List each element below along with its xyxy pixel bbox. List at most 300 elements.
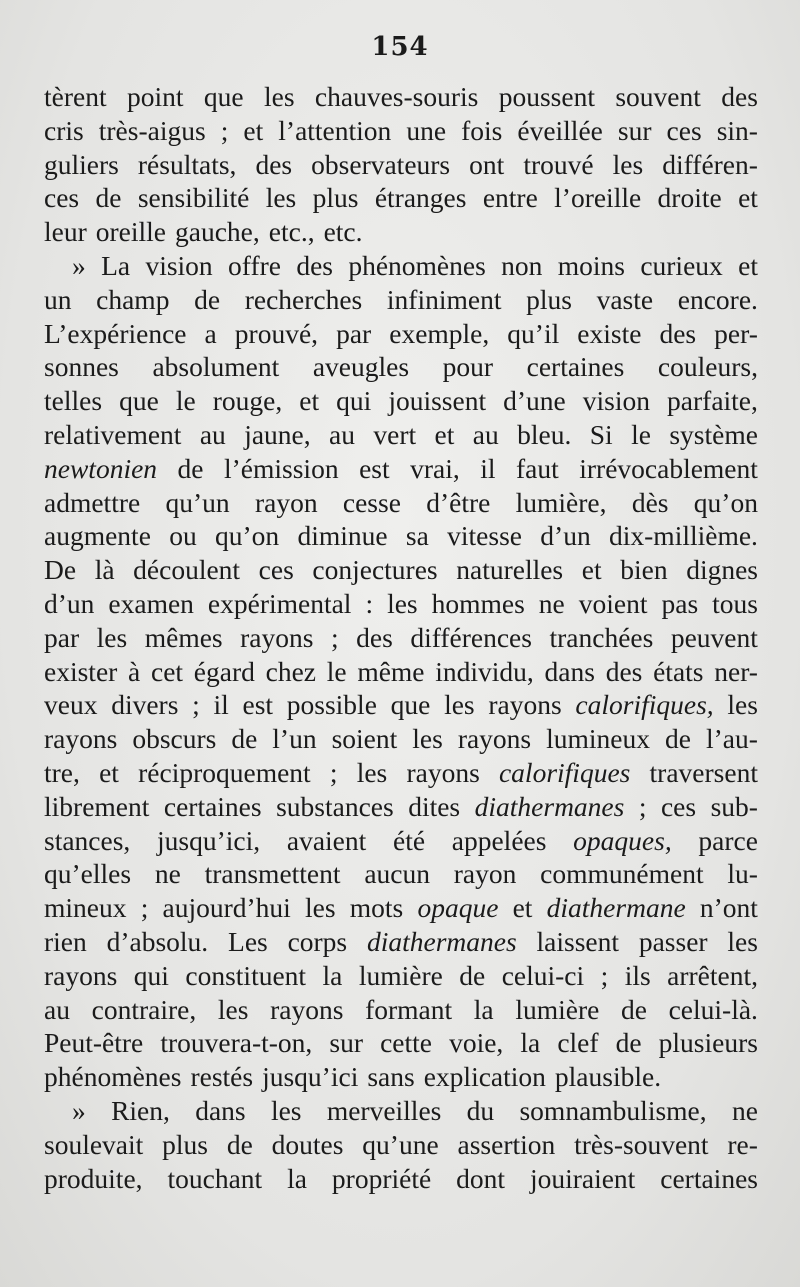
word: bleu. [517, 418, 572, 450]
word: des [659, 317, 697, 349]
word: jouiraient [529, 1162, 636, 1194]
word: guliers [44, 148, 119, 180]
word: substances [276, 790, 394, 822]
word: corps [287, 925, 348, 957]
word: dites [408, 790, 461, 822]
word: plus [526, 283, 572, 315]
word: rayon [254, 486, 318, 518]
word: résultats, [137, 148, 237, 180]
word: éveillée [517, 114, 603, 146]
word: diathermane [546, 892, 686, 924]
word: arrêtent, [667, 959, 758, 991]
word: champ [96, 283, 170, 315]
word: parce [698, 824, 758, 856]
word: ne [538, 587, 565, 619]
word: ces [660, 790, 697, 822]
word: somnambulisme, [519, 1094, 707, 1126]
word: réciproquement [138, 756, 311, 788]
word: rayons [457, 723, 532, 755]
word: newtonien [44, 452, 158, 484]
word: ces [666, 114, 702, 146]
word: gauche, [175, 216, 260, 248]
word: opaque [417, 892, 499, 924]
word: l’oreille [554, 182, 642, 214]
word: moins [557, 249, 625, 281]
word: des [255, 148, 293, 180]
text-line [44, 486, 758, 520]
word: rayons [406, 756, 480, 788]
word: les [263, 81, 295, 112]
text-line [44, 1128, 758, 1162]
word: les [727, 689, 758, 721]
word: exister [44, 655, 118, 687]
word: plus [312, 182, 359, 214]
text-line [44, 722, 758, 756]
word: encore. [677, 283, 758, 315]
text-line [44, 181, 758, 215]
word: offre [228, 249, 281, 281]
word: souvent [615, 81, 701, 112]
word: lumière [515, 993, 600, 1025]
text-line [44, 384, 758, 418]
word: au [199, 418, 226, 450]
word: certaines [163, 790, 262, 822]
word: etc. [323, 216, 363, 248]
word: vision [582, 385, 651, 417]
word: passer [638, 925, 708, 957]
text-line [44, 553, 758, 587]
word: ; [192, 689, 200, 721]
word: calorifiques [498, 756, 631, 788]
text-line [44, 80, 758, 114]
word: rayons [488, 689, 562, 721]
word: Si [589, 418, 613, 450]
word: les [387, 587, 418, 619]
word: un [44, 283, 72, 315]
word: égard [193, 655, 255, 687]
word: propriété [331, 1162, 432, 1194]
word: naturelles [456, 554, 564, 586]
word: jusqu’ici [262, 1061, 359, 1093]
word: expérimental [207, 587, 352, 619]
word: opaques, [573, 824, 672, 856]
word: le [175, 385, 196, 417]
word: diathermanes [366, 925, 517, 957]
word: l’émission [223, 452, 339, 484]
word: les [217, 993, 249, 1025]
word: différen- [662, 148, 758, 180]
word: voie, [449, 1027, 504, 1059]
word: Les [228, 925, 268, 957]
word: telles [44, 385, 103, 417]
word: leur [44, 216, 87, 248]
word: de [231, 723, 258, 755]
word: les [270, 1094, 302, 1126]
word: augmente [44, 520, 151, 552]
word: aujourd’hui [162, 892, 291, 924]
word: soulevait [44, 1128, 144, 1160]
word: lumière [358, 959, 443, 991]
text-line [44, 114, 758, 148]
word: tous [712, 587, 758, 619]
word: plausible. [554, 1061, 662, 1093]
word: est [359, 452, 390, 484]
word: » [72, 249, 86, 281]
word: et [299, 385, 320, 417]
word: appelées [451, 824, 547, 856]
word: de [226, 1128, 253, 1160]
text-line [44, 249, 758, 283]
word: pour [442, 351, 494, 383]
word: des [605, 655, 643, 687]
word: les [356, 756, 388, 788]
word: que [203, 81, 244, 112]
word: prouvé, [234, 317, 319, 349]
word: dans [544, 655, 595, 687]
word: transmettent [204, 858, 341, 890]
word: ; [330, 621, 339, 653]
text-line [44, 519, 758, 553]
word: ; [140, 892, 149, 924]
word: du [466, 1094, 495, 1126]
word: re- [727, 1128, 758, 1160]
word: De [44, 554, 77, 586]
text-line [44, 148, 758, 182]
text-line [44, 959, 758, 993]
word: ; [220, 114, 229, 146]
word: lumineux [546, 723, 651, 755]
word: ont [469, 148, 505, 180]
word: rayons [240, 621, 314, 653]
word: l’un [272, 723, 317, 755]
word: a [204, 317, 217, 349]
word: d’une [503, 385, 566, 417]
word: et [99, 756, 119, 788]
word: il [480, 452, 496, 484]
word: » [72, 1094, 86, 1126]
word: au [44, 993, 70, 1025]
word: et [738, 182, 758, 214]
word: chauves-souris [314, 81, 479, 112]
word: L’expérience [44, 317, 187, 349]
word: pas [661, 587, 699, 619]
word: mots [349, 892, 404, 924]
text-line [44, 621, 758, 655]
word: possible [286, 689, 377, 721]
word: l’attention [278, 114, 392, 146]
word: et [581, 554, 602, 586]
text-line [44, 655, 758, 689]
word: les [444, 689, 475, 721]
word: dès [631, 486, 669, 518]
text-line [44, 857, 758, 891]
word: ne [731, 1094, 758, 1126]
word: examen [108, 587, 194, 619]
word: ou [169, 520, 197, 552]
word: infiniment [386, 283, 502, 315]
word: de [177, 452, 204, 484]
word: et [243, 114, 264, 146]
word: Rien, [111, 1094, 170, 1126]
word: états [653, 655, 704, 687]
word: : [365, 587, 374, 619]
word: absolument [152, 351, 280, 383]
word: exemple, [389, 317, 490, 349]
word: librement [44, 790, 150, 822]
word: cris [44, 114, 84, 146]
text-line [44, 215, 758, 249]
text-line [44, 993, 758, 1027]
word: cet [151, 655, 184, 687]
word: trouvé [523, 148, 594, 180]
word: lumière, [515, 486, 607, 518]
word: constituent [185, 959, 307, 991]
word: formant [365, 993, 453, 1025]
word: rien [44, 925, 87, 957]
word: vert [373, 418, 417, 450]
word: une [406, 114, 447, 146]
page-number: 154 [371, 32, 429, 62]
word: jaune, [244, 418, 311, 450]
word: vrai, [410, 452, 460, 484]
word: stances, [44, 824, 131, 856]
word: droite [657, 182, 722, 214]
word: vision [145, 249, 213, 281]
text-line [44, 317, 758, 351]
text-line [44, 824, 758, 858]
word: clef [557, 1027, 599, 1059]
word: calorifiques, [575, 689, 714, 721]
word: rayon [453, 858, 517, 890]
word: lu- [727, 858, 758, 890]
word: étranges [374, 182, 467, 214]
word: obscurs [132, 723, 217, 755]
word: qu’une [362, 1128, 439, 1160]
word: les [265, 182, 297, 214]
word: des [296, 249, 333, 281]
word: très-souvent [574, 1128, 709, 1160]
word: rayons [270, 993, 344, 1025]
word: faut [516, 452, 559, 484]
word: sensibilité [137, 182, 250, 214]
word: différences [410, 621, 532, 653]
word: oreille [95, 216, 167, 248]
word: phénomènes [44, 1061, 182, 1093]
word: qu’il [507, 317, 560, 349]
word: rayons [44, 723, 118, 755]
word: été [392, 824, 426, 856]
word: sub- [710, 790, 758, 822]
text-line [44, 1094, 758, 1128]
word: qui [336, 385, 372, 417]
text-line [44, 1026, 758, 1060]
word: relativement [44, 418, 182, 450]
text-line [44, 1060, 758, 1094]
word: système [669, 418, 758, 450]
word: jusqu’ici, [157, 824, 261, 856]
word: d’un [44, 587, 95, 619]
word: au [472, 418, 499, 450]
word: sur [617, 114, 652, 146]
word: plusieurs [658, 1027, 758, 1059]
word: de [665, 723, 691, 755]
word: la [473, 993, 494, 1025]
text-line [44, 452, 758, 486]
word: voient [578, 587, 648, 619]
word: ; [638, 790, 647, 822]
word: dont [456, 1162, 505, 1194]
word: per- [714, 317, 758, 349]
word: vaste [596, 283, 654, 315]
word: vitesse [447, 520, 522, 552]
word: poussent [498, 81, 595, 112]
word: de [194, 283, 221, 315]
word: la [520, 1027, 541, 1059]
text-line [44, 587, 758, 621]
word: certaines [526, 351, 625, 383]
word: qu’on [693, 486, 758, 518]
word: traversent [649, 756, 758, 788]
word: découlent [133, 554, 241, 586]
word: très-aigus [98, 114, 206, 146]
word: avaient [286, 824, 367, 856]
word: assertion [457, 1128, 556, 1160]
word: par [336, 317, 372, 349]
word: couleurs, [657, 351, 758, 383]
word: parfaite, [667, 385, 758, 417]
word: entre [482, 182, 538, 214]
word: individu, [435, 655, 534, 687]
word: Peut-être [44, 1027, 144, 1059]
word: dans [195, 1094, 246, 1126]
word: que [119, 385, 159, 417]
word: au [329, 418, 355, 450]
word: ner- [714, 655, 758, 687]
word: produite, [44, 1162, 143, 1194]
word: et [434, 418, 455, 450]
word: curieux [640, 249, 723, 281]
word: de [620, 993, 647, 1025]
word: qu’un [165, 486, 230, 518]
word: communément [540, 858, 704, 890]
word: La [101, 249, 131, 281]
text-line [44, 283, 758, 317]
word: trouvera-t-on, [160, 1027, 313, 1059]
word: soient [331, 723, 398, 755]
word: de [95, 182, 122, 214]
word: est [242, 689, 274, 721]
text-line [44, 418, 758, 452]
word: divers [111, 689, 179, 721]
word: ; [329, 756, 338, 788]
word: et [512, 892, 533, 924]
word: diminue [297, 520, 388, 552]
word: non [501, 249, 543, 281]
word: et [738, 249, 758, 281]
word: tranchées [549, 621, 654, 653]
word: fois [461, 114, 503, 146]
word: le [326, 655, 347, 687]
word: merveilles [326, 1094, 442, 1126]
word: observateurs [311, 148, 451, 180]
word: cesse [342, 486, 401, 518]
word: mineux [44, 892, 127, 924]
word: ces [258, 554, 294, 586]
word: certaines [660, 1162, 758, 1194]
word: que [390, 689, 431, 721]
word: touchant [167, 1162, 263, 1194]
word: peuvent [670, 621, 758, 653]
word: existe [577, 317, 642, 349]
word: tre, [44, 756, 80, 788]
body-text [44, 80, 758, 1195]
word: dignes [686, 554, 758, 586]
word: l’au- [705, 723, 758, 755]
word: il [213, 689, 229, 721]
word: qui [133, 959, 169, 991]
word: point [126, 81, 184, 112]
word: qu’on [215, 520, 280, 552]
word: hommes [431, 587, 525, 619]
word: admettre [44, 486, 141, 518]
text-line [44, 688, 758, 722]
word: ; [600, 959, 609, 991]
word: ils [624, 959, 651, 991]
word: etc., [268, 216, 315, 248]
word: recherches [244, 283, 363, 315]
text-line [44, 350, 758, 384]
word: ces [44, 182, 80, 214]
word: sa [405, 520, 429, 552]
word: qu’elles [44, 858, 132, 890]
word: veux [44, 689, 98, 721]
text-line [44, 1162, 758, 1196]
word: les [305, 892, 336, 924]
word: contraire, [91, 993, 197, 1025]
word: des [356, 621, 393, 653]
word: les [727, 925, 758, 957]
word: par [44, 621, 80, 653]
word: la [287, 1162, 307, 1194]
word: d’un [540, 520, 591, 552]
word: là [94, 554, 115, 586]
text-line [44, 756, 758, 790]
word: doutes [271, 1128, 344, 1160]
word: diathermanes [474, 790, 625, 822]
word: cette [380, 1027, 432, 1059]
word: rouge, [212, 385, 283, 417]
word: de [615, 1027, 642, 1059]
word: même [357, 655, 425, 687]
word: restés [190, 1061, 254, 1093]
word: aveugles [312, 351, 410, 383]
word: dix-millième. [609, 520, 758, 552]
word: de [459, 959, 486, 991]
word: phénomènes [348, 249, 486, 281]
word: explication [423, 1061, 546, 1093]
word: conjectures [312, 554, 438, 586]
word: chez [265, 655, 316, 687]
word: bien [620, 554, 668, 586]
word: celui-ci [501, 959, 585, 991]
word: les [612, 148, 644, 180]
word: celui-là. [668, 993, 758, 1025]
word: la [322, 959, 343, 991]
word: plus [162, 1128, 208, 1160]
word: le [631, 418, 651, 450]
word: mêmes [144, 621, 223, 653]
word: n’ont [699, 892, 758, 924]
